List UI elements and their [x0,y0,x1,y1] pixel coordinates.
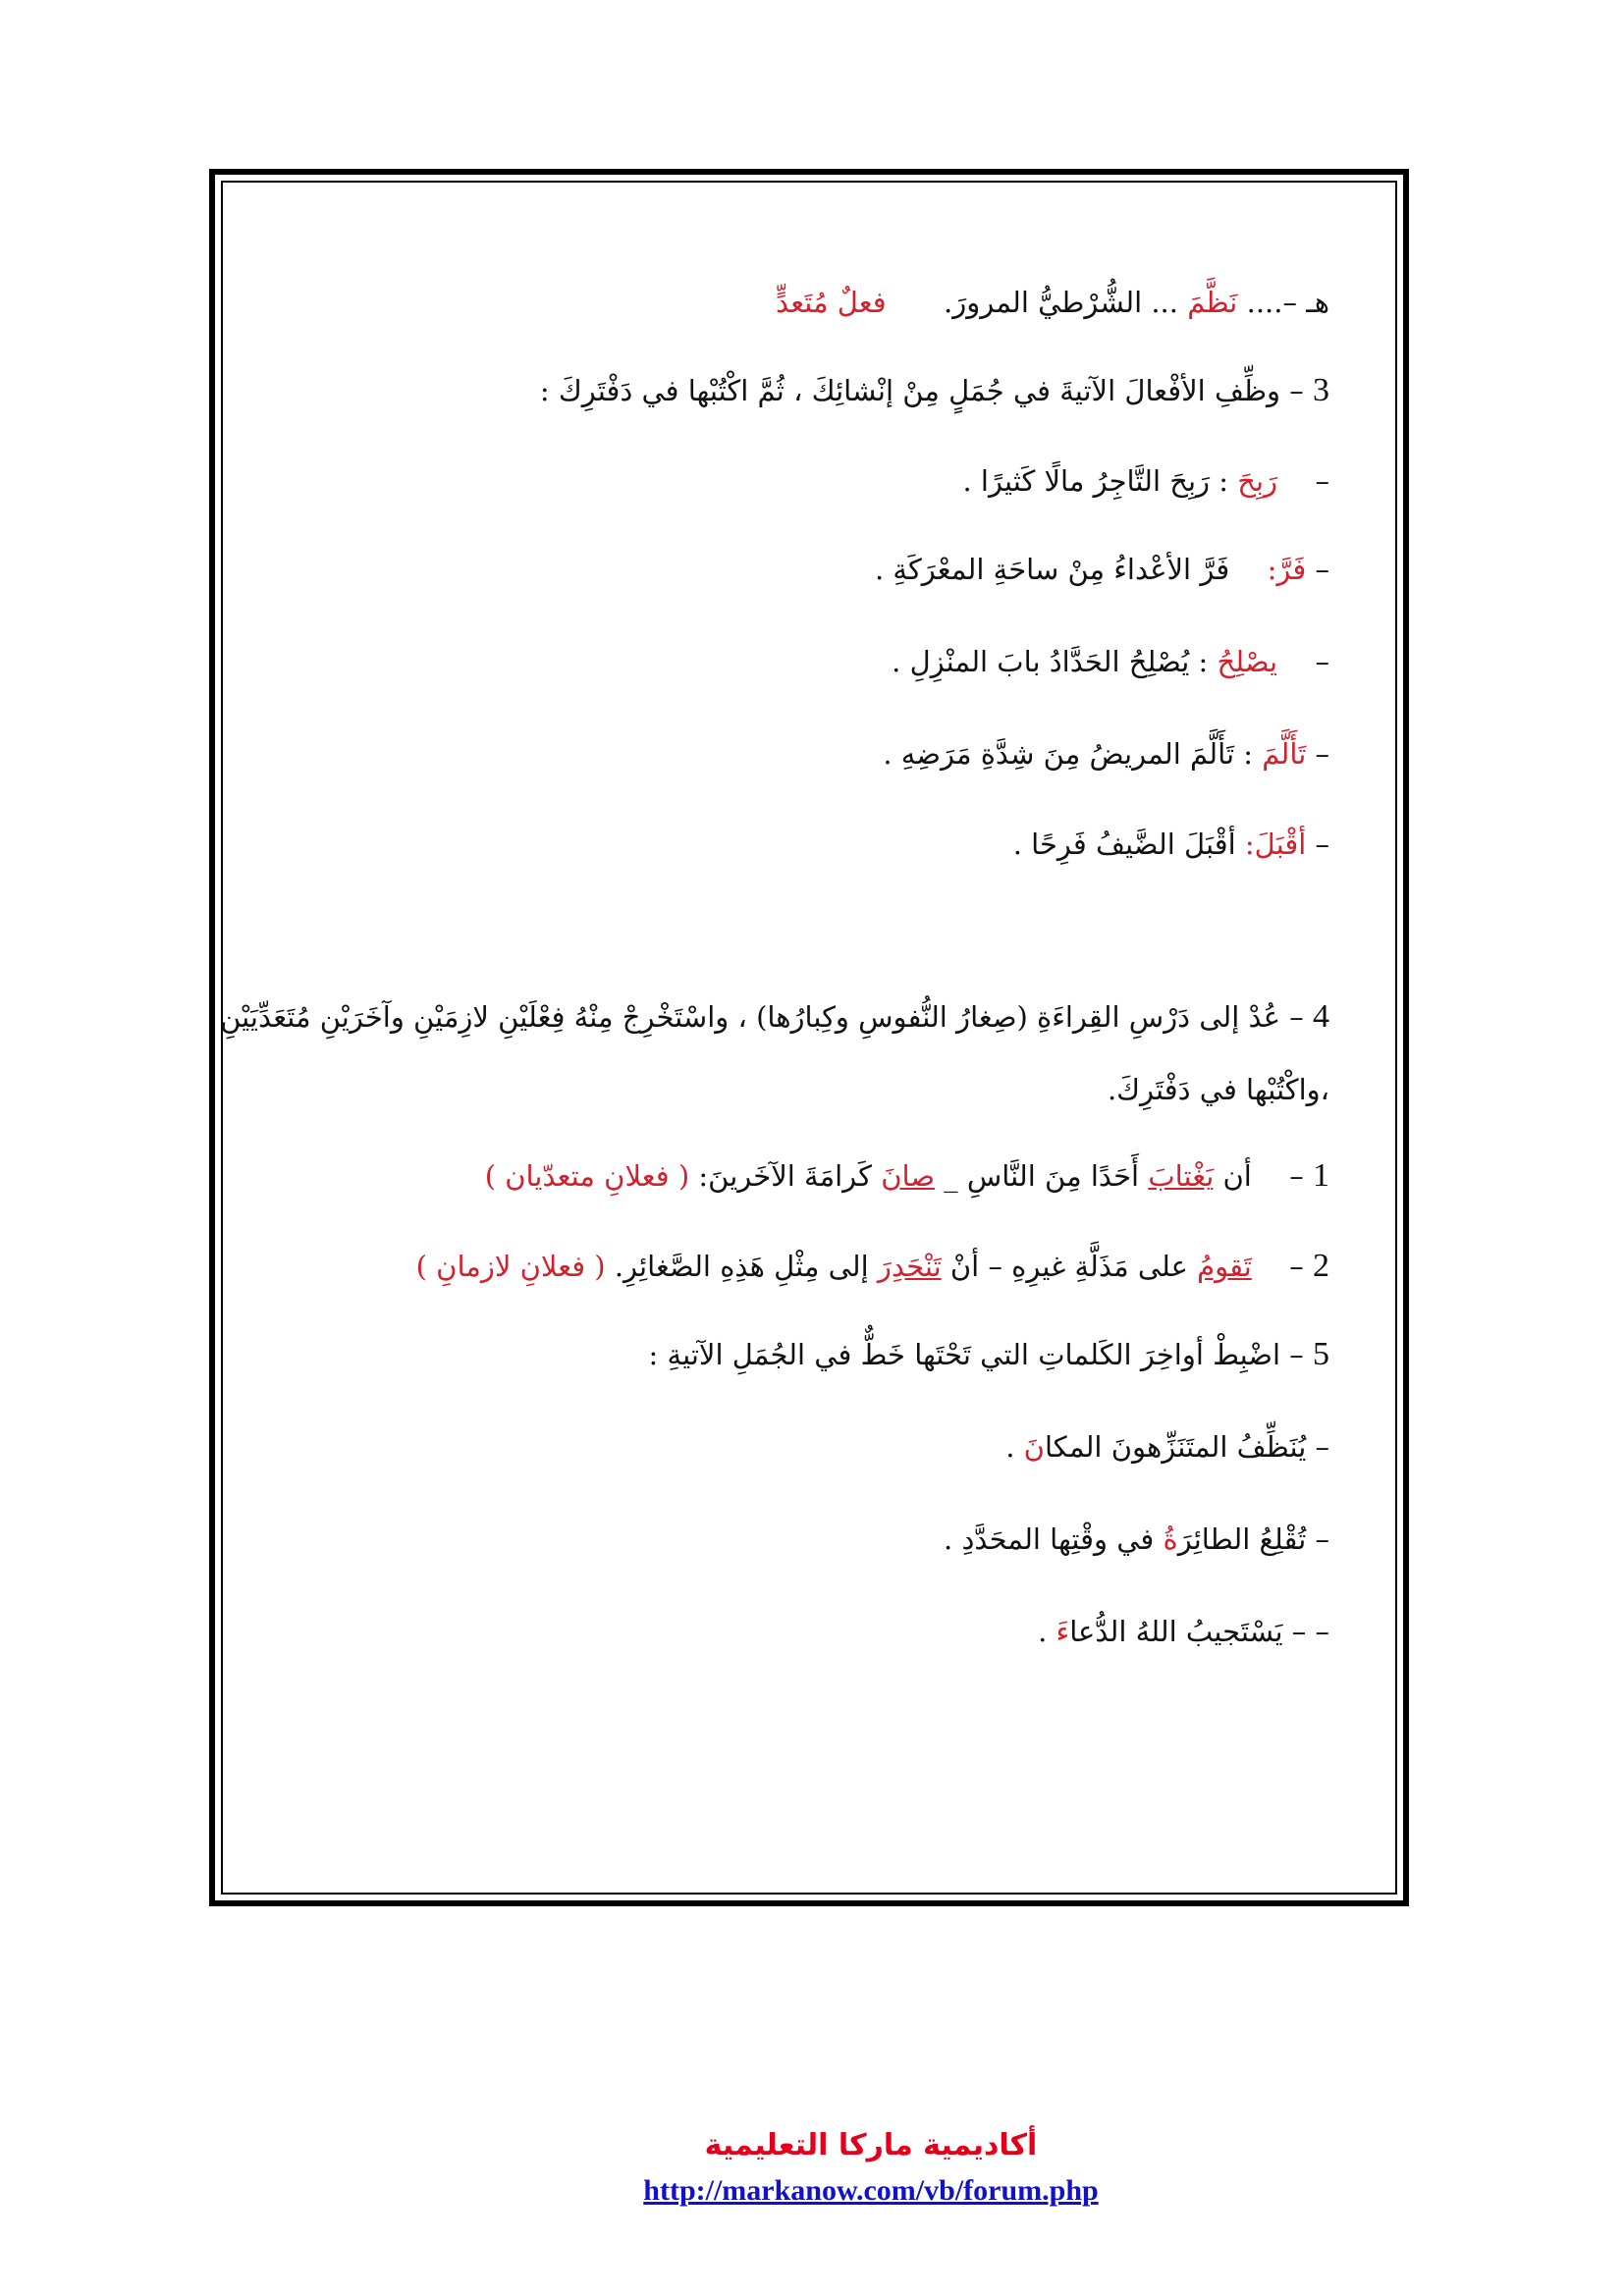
q5-item [944,1518,1329,1561]
answer-verb: تَقومُ [1197,1250,1252,1283]
item-text: يُنَظِّفُ المتَنَزِّهونَ المكا [1044,1430,1307,1464]
q3-item [962,459,1329,503]
answer-verb: يَغْتابَ [1148,1159,1215,1193]
question-number: 3 [1313,372,1329,408]
item-dash: – [1315,737,1329,771]
answer-part: على مَذَلَّةِ غيرِهِ – أنْ [949,1250,1188,1283]
footer-academy-name: أكاديمية ماركا التعليمية [704,2128,1038,2163]
q3-item [892,640,1329,683]
question-number: 5 [1313,1336,1329,1372]
question-number: 4 [1313,998,1329,1035]
exercise-e-verb: نَظَّمَ [1187,286,1238,319]
item-verb: رَبِحَ [1237,464,1278,498]
question-text: – اضْبِطْ أواخِرَ الكَلماتِ التي تَحْتَها خَطٌّ في الجُمَلِ الآتيةِ : [648,1338,1304,1371]
answer-dash: – [1289,1250,1304,1283]
item-verb: يصْلِحُ [1217,645,1278,678]
answer-note: ( فعلانِ لازمانِ ) [415,1250,606,1283]
item-dash: – [1315,553,1329,586]
q4-answer [485,1154,1329,1198]
question-text: – عُدْ إلى دَرْسِ القِراءَةِ (صِغارُ النُّفوسِ وكِبارُها) ، واسْتَخْرِجْ مِنْهُ فِعْلَيْنِ لازِمَيْنِ وآخَرَيْنِ مُتَعَدِّيَيْنِ [220,1000,1304,1034]
answer-number: 2 [1313,1248,1329,1284]
item-text-end: . [1038,1615,1056,1648]
item-text-end: . [1005,1430,1024,1464]
answer-verb: صانَ [881,1159,935,1193]
item-dash: – [1315,464,1329,498]
item-mark: نَ [1023,1430,1045,1464]
question-5-heading [649,1333,1329,1376]
q5-item [1038,1610,1329,1653]
q5-item [1005,1425,1329,1468]
item-sentence: : تَأَلَّمَ المريضُ مِنَ شِدَّةِ مَرَضِهِ . [883,737,1254,771]
item-dash: – [1315,1430,1329,1464]
exercise-e-line [776,281,1329,324]
answer-number: 1 [1313,1157,1329,1194]
question-3-heading [540,369,1329,412]
item-dash: – [1315,645,1329,678]
item-verb: فَرَّ: [1267,553,1307,586]
item-dash: – [1315,1522,1329,1556]
item-dash: – – [1291,1615,1329,1648]
item-sentence: : رَبِحَ التَّاجِرُ مالًا كَثيرًا . [962,464,1229,498]
exercise-e-rest: ... الشُّرْطيُّ المرورَ. [944,286,1178,319]
item-mark: ءَ [1056,1615,1070,1648]
question-text-continued: ،واكْتُبْها في دَفْتَرِكَ. [1107,1073,1329,1106]
answer-part: كَرامَةَ الآخَرينَ: [698,1159,872,1193]
answer-part: إلى مِثْلِ هَذِهِ الصَّغائِرِ. [614,1250,869,1283]
answer-verb: تَنْحَدِرَ [877,1250,942,1283]
answer-dash: – [1289,1159,1304,1193]
footer-forum-link[interactable]: http://markanow.com/vb/forum.php [643,2174,1099,2207]
item-verb: أقْبَلَ: [1244,828,1307,861]
answer-part: أن [1222,1159,1252,1193]
item-sentence: فَرَّ الأعْداءُ مِنْ ساحَةِ المعْرَكَةِ . [874,553,1230,586]
q3-item [1013,823,1329,866]
q3-item [875,548,1329,591]
item-sentence: أقْبَلَ الضَّيفُ فَرِحًا . [1012,828,1236,861]
answer-note: ( فعلانِ متعدّيان ) [484,1159,690,1193]
answer-part: أَحَدًا مِنَ النَّاسِ _ [944,1159,1140,1193]
q4-answer [416,1245,1329,1288]
item-text: تُقْلِعُ الطائِرَ [1177,1522,1307,1556]
question-4-heading-line2 [1108,1068,1329,1111]
exercise-e-lead: هـ –.... [1246,286,1329,319]
item-verb: تَأَلَّمَ [1262,737,1307,771]
question-4-heading [220,995,1329,1039]
item-text: يَسْتَجيبُ اللهُ الدُّعا [1069,1615,1283,1648]
item-text-end: في وقْتِها المحَدَّدِ . [944,1522,1164,1556]
item-mark: ةُ [1163,1522,1178,1556]
item-dash: – [1315,828,1329,861]
exercise-e-answer: فعلٌ مُتَعدٍّ [776,286,887,319]
item-sentence: : يُصْلِحُ الحَدَّادُ بابَ المنْزِلِ . [892,645,1209,678]
q3-item [883,732,1329,775]
question-text: – وظِّفِ الأفْعالَ الآتيةَ في جُمَلٍ مِنْ إنْشائِكَ ، ثُمَّ اكْتُبْها في دَفْتَرِكَ : [539,374,1304,407]
